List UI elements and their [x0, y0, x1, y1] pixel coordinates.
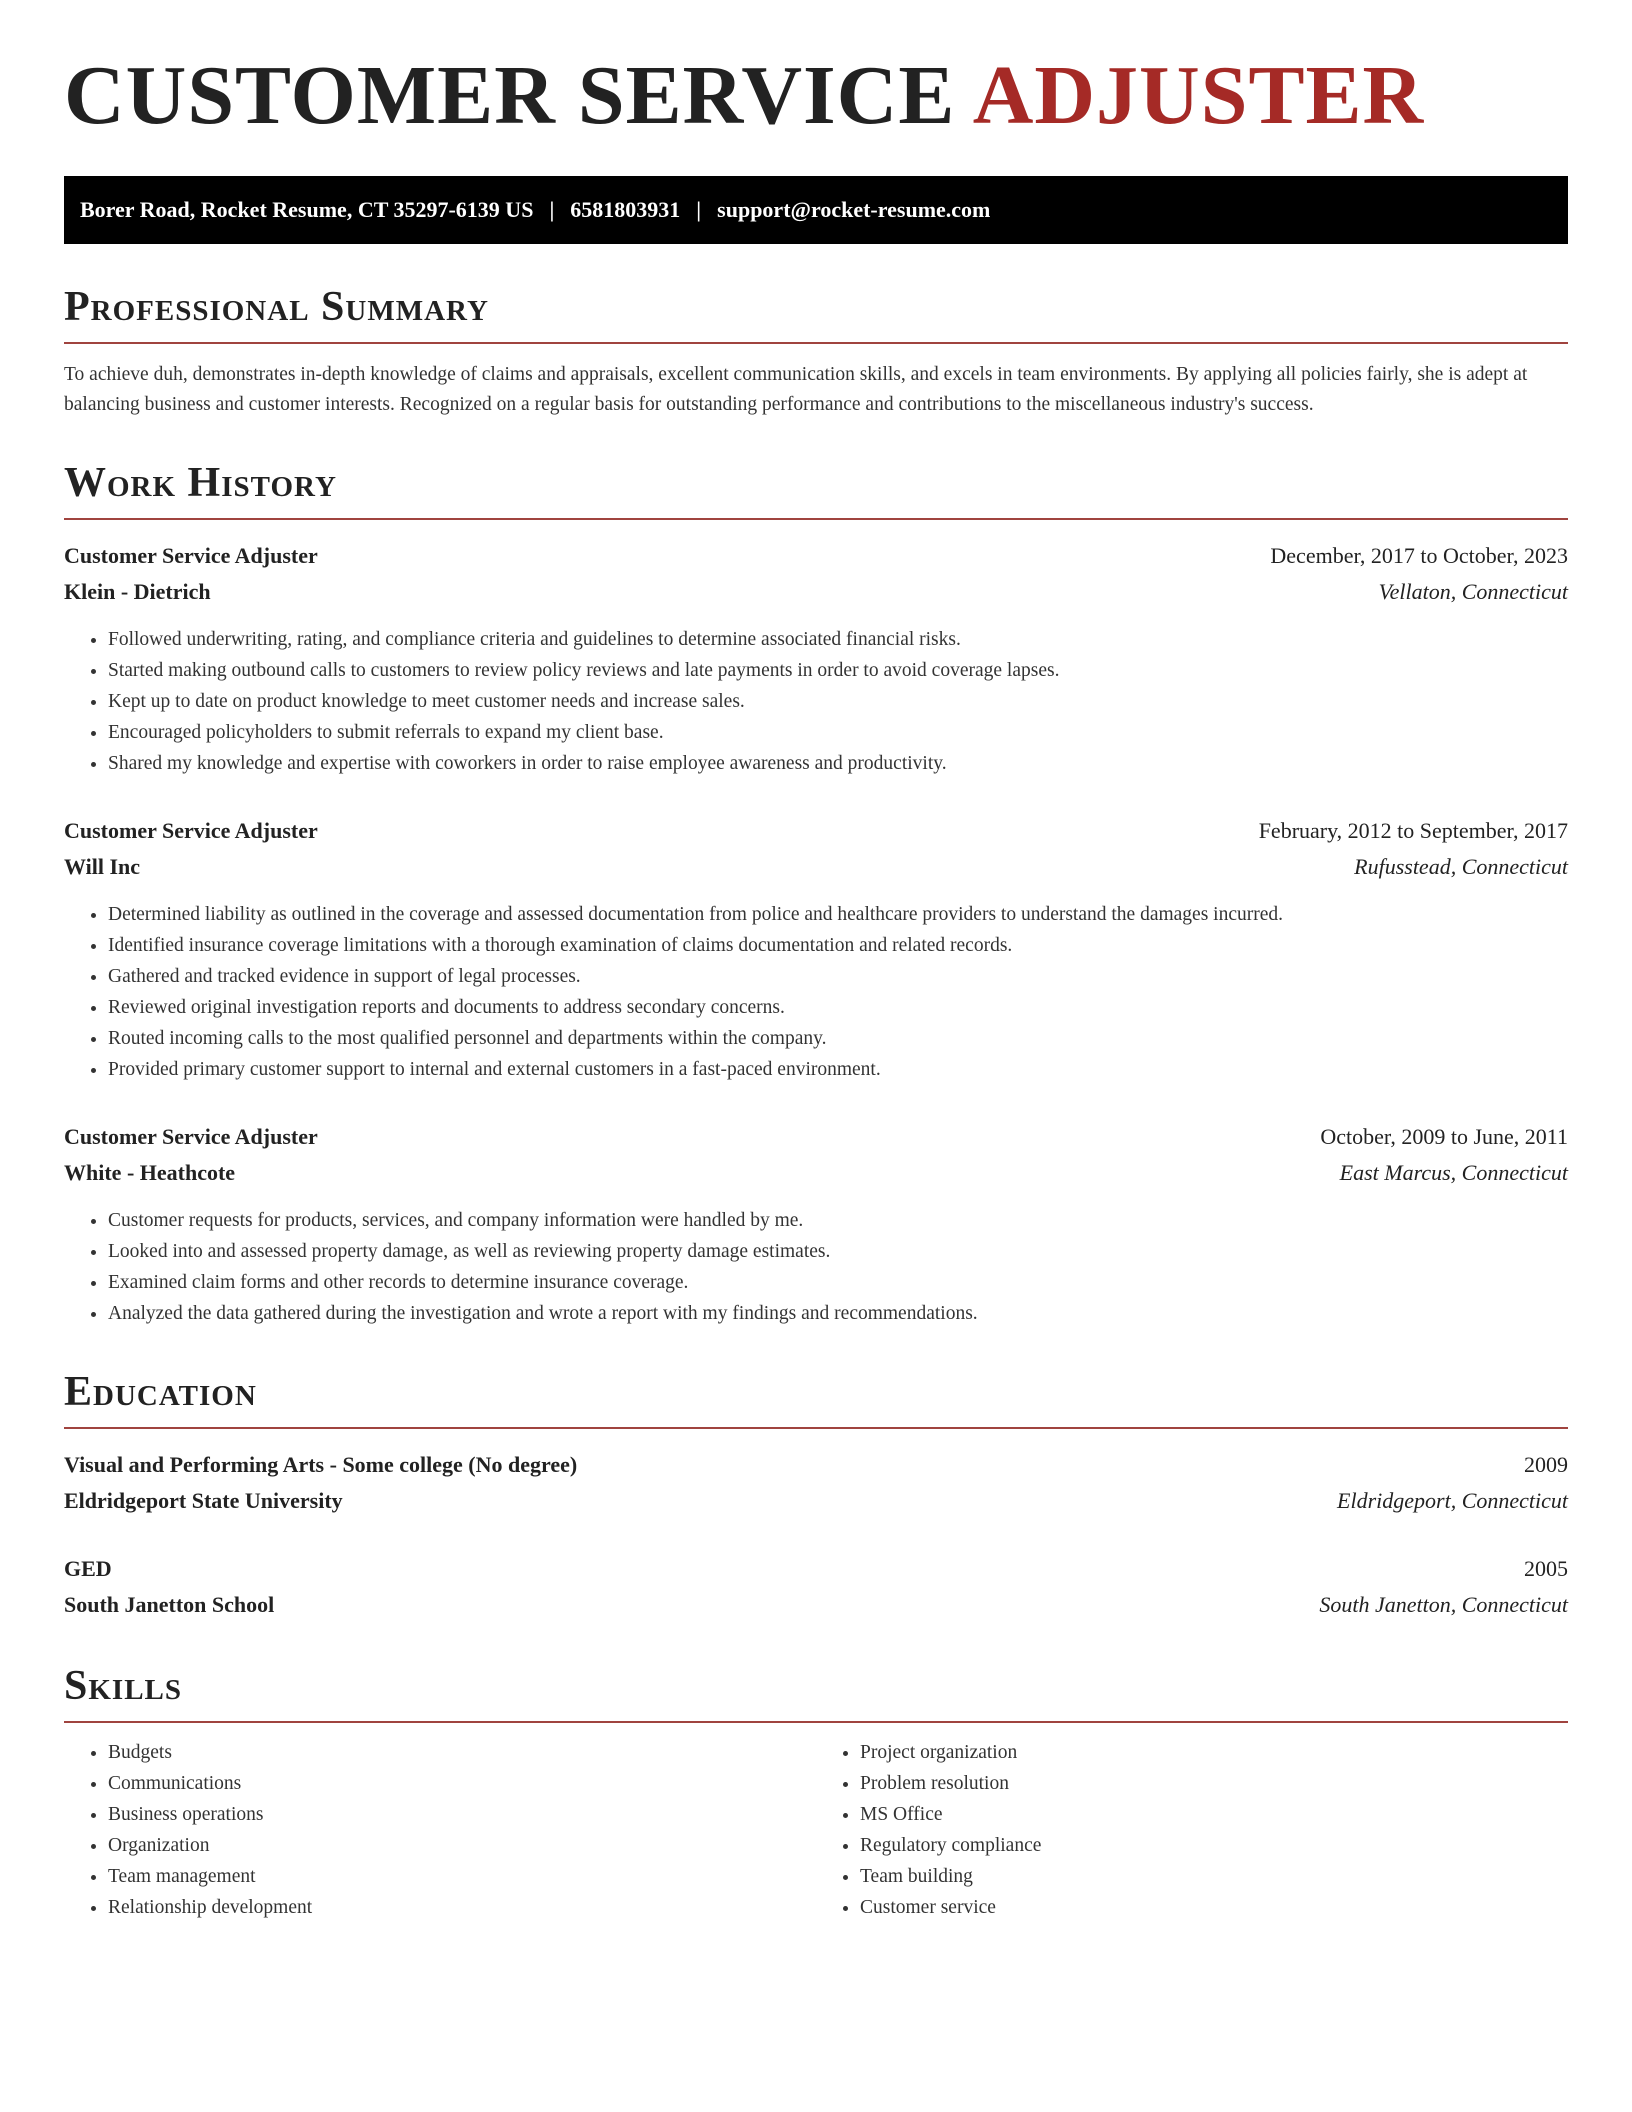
summary-section — [64, 286, 1568, 420]
contact-phone: 6581803931 — [570, 197, 681, 222]
skill-item: • Team building — [860, 1861, 1568, 1892]
education-section — [64, 1371, 1568, 1623]
skill-item: • Budgets — [108, 1737, 816, 1768]
section-heading: Education — [64, 1371, 1568, 1429]
skill-item: • Communications — [108, 1768, 816, 1799]
list-item: • Identified insurance coverage limitations with a thorough examination of claims documentation and related records. — [108, 930, 1568, 961]
job-bullets — [64, 624, 1568, 779]
section-heading: Professional Summary — [64, 286, 1568, 344]
section-heading: Work History — [64, 462, 1568, 520]
education-year: 2009 — [1524, 1452, 1568, 1477]
job-position: Customer Service Adjuster — [64, 818, 318, 843]
contact-bar — [64, 176, 1568, 244]
skills-section — [64, 1665, 1568, 1923]
list-item: • Encouraged policyholders to submit referrals to expand my client base. — [108, 717, 1568, 748]
skill-item: • Relationship development — [108, 1892, 816, 1923]
job-position: Customer Service Adjuster — [64, 543, 318, 568]
job-bullets — [64, 899, 1568, 1085]
education-degree: GED — [64, 1556, 112, 1581]
list-item: • Reviewed original investigation reports and documents to address secondary concerns. — [108, 992, 1568, 1023]
skills-right-list — [816, 1737, 1568, 1923]
job-dates: February, 2012 to September, 2017 — [1258, 818, 1568, 843]
job-location: Rufusstead, Connecticut — [1354, 854, 1568, 879]
list-item: • Started making outbound calls to customers to review policy reviews and late payments in order to avoid coverage lapses. — [108, 655, 1568, 686]
skill-item: • Regulatory compliance — [860, 1830, 1568, 1861]
contact-address: Borer Road, Rocket Resume, CT 35297-6139 US — [80, 197, 534, 222]
list-item: • Examined claim forms and other records to determine insurance coverage. — [108, 1267, 1568, 1298]
list-item: • Kept up to date on product knowledge to meet customer needs and increase sales. — [108, 686, 1568, 717]
education-entry — [64, 1551, 1568, 1623]
education-school: South Janetton School — [64, 1592, 275, 1617]
job-location: East Marcus, Connecticut — [1339, 1160, 1568, 1185]
work-history-section — [64, 462, 1568, 1329]
list-item: • Determined liability as outlined in the coverage and assessed documentation from police and healthcare providers to understand the damages incurred. — [108, 899, 1568, 930]
education-location: South Janetton, Connecticut — [1319, 1592, 1568, 1617]
skill-item: • Project organization — [860, 1737, 1568, 1768]
resume-title — [64, 0, 1568, 142]
job-entry — [64, 538, 1568, 779]
contact-email: support@rocket-resume.com — [717, 197, 991, 222]
list-item: • Routed incoming calls to the most qualified personnel and departments within the company. — [108, 1023, 1568, 1054]
list-item: • Provided primary customer support to internal and external customers in a fast-paced environment. — [108, 1054, 1568, 1085]
job-company: Klein - Dietrich — [64, 579, 211, 604]
job-dates: October, 2009 to June, 2011 — [1320, 1124, 1568, 1149]
job-company: Will Inc — [64, 854, 141, 879]
title-accent: ADJUSTER — [972, 49, 1425, 142]
education-school: Eldridgeport State University — [64, 1488, 343, 1513]
education-year: 2005 — [1524, 1556, 1568, 1581]
skill-item: • Organization — [108, 1830, 816, 1861]
list-item: • Shared my knowledge and expertise with coworkers in order to raise employee awareness and productivity. — [108, 748, 1568, 779]
summary-text: To achieve duh, demonstrates in-depth knowledge of claims and appraisals, excellent communication skills, and excels in team environments. By applying all policies fairly, she is adept at balancing business and customer interests. Recognized on a regular basis for outstanding performance and contributions to the miscellaneous industry's success. — [64, 364, 1528, 415]
list-item: • Looked into and assessed property damage, as well as reviewing property damage estimates. — [108, 1236, 1568, 1267]
education-location: Eldridgeport, Connecticut — [1337, 1488, 1568, 1513]
skills-columns — [64, 1737, 1568, 1923]
education-degree: Visual and Performing Arts - Some college (No degree) — [64, 1452, 578, 1477]
job-bullets — [64, 1205, 1568, 1329]
list-item: • Followed underwriting, rating, and compliance criteria and guidelines to determine associated financial risks. — [108, 624, 1568, 655]
title-main: CUSTOMER SERVICE — [64, 49, 956, 142]
education-entry — [64, 1447, 1568, 1519]
job-entry — [64, 1119, 1568, 1329]
list-item: • Gathered and tracked evidence in support of legal processes. — [108, 961, 1568, 992]
job-company: White - Heathcote — [64, 1160, 236, 1185]
skill-item: • Business operations — [108, 1799, 816, 1830]
list-item: • Customer requests for products, services, and company information were handled by me. — [108, 1205, 1568, 1236]
job-position: Customer Service Adjuster — [64, 1124, 318, 1149]
job-location: Vellaton, Connecticut — [1378, 579, 1568, 604]
job-dates: December, 2017 to October, 2023 — [1270, 543, 1568, 568]
list-item: • Analyzed the data gathered during the investigation and wrote a report with my findings and recommendations. — [108, 1298, 1568, 1329]
skills-left-list — [64, 1737, 816, 1923]
skill-item: • MS Office — [860, 1799, 1568, 1830]
contact-separator: | — [549, 197, 555, 222]
skill-item: • Problem resolution — [860, 1768, 1568, 1799]
skill-item: • Customer service — [860, 1892, 1568, 1923]
job-entry — [64, 813, 1568, 1085]
section-heading: Skills — [64, 1665, 1568, 1723]
contact-separator: | — [696, 197, 702, 222]
skill-item: • Team management — [108, 1861, 816, 1892]
